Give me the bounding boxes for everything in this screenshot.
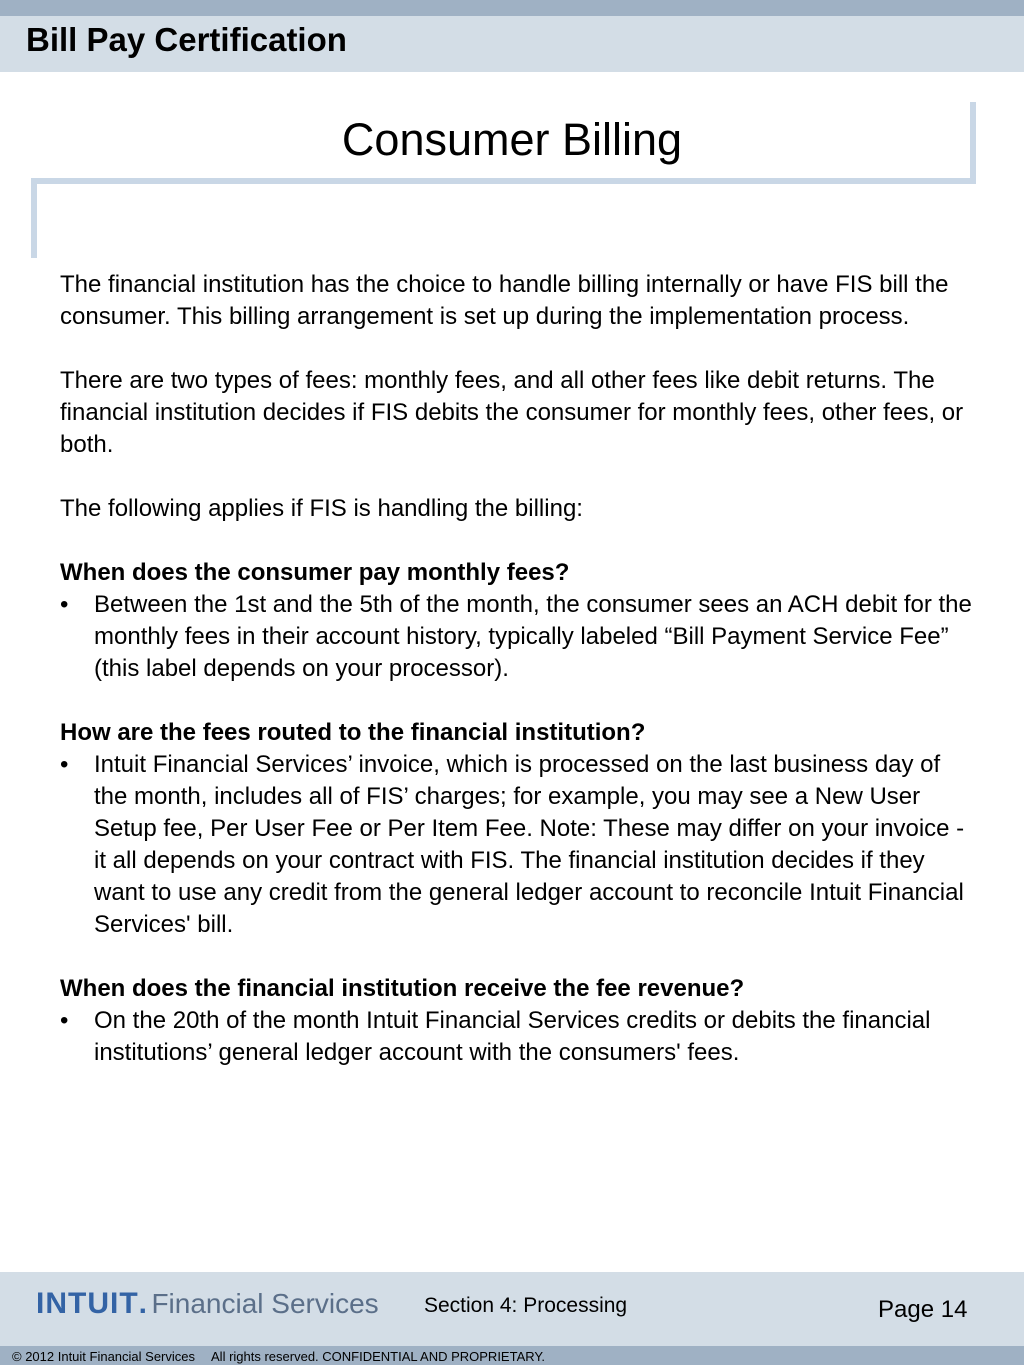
logo-brand-text: INTUIT xyxy=(36,1287,139,1320)
title-frame-left xyxy=(31,178,37,258)
top-stripe xyxy=(0,0,1024,16)
answer-bullet xyxy=(60,749,980,941)
rights-text: All rights reserved. CONFIDENTIAL AND PROPRIETARY. xyxy=(211,1349,546,1364)
section-label: Section 4: Processing xyxy=(424,1294,628,1317)
logo-dot: . xyxy=(138,1287,147,1320)
question-heading: When does the financial institution receive the fee revenue? xyxy=(60,975,745,1002)
question-heading: When does the consumer pay monthly fees? xyxy=(60,559,570,586)
intuit-logo xyxy=(36,1284,379,1329)
spacer xyxy=(60,333,980,365)
content-body xyxy=(60,269,980,1069)
applies-paragraph: The following applies if FIS is handling the billing: xyxy=(60,495,583,522)
spacer xyxy=(60,461,980,493)
bullet-icon: • xyxy=(60,751,69,778)
spacer xyxy=(60,685,980,717)
answer-text: Intuit Financial Services’ invoice, which is processed on the last business day of the month, includes all of FIS’ charges; for example, you may see a New User Setup fee, Per User Fee or Per Item Fee. Note: These may differ on your invoice - it all depends on your contract with FIS. The financial institution decides if they want to use any credit from the general ledger account to reconcile Intuit Financial Services' bill. xyxy=(94,751,965,938)
header-title: Bill Pay Certification xyxy=(26,21,347,58)
answer-bullet xyxy=(60,589,980,685)
copyright-text: © 2012 Intuit Financial Services xyxy=(12,1349,196,1364)
spacer xyxy=(60,525,980,557)
copyright-line xyxy=(12,1349,545,1365)
answer-text: On the 20th of the month Intuit Financial Services credits or debits the financial institutions’ general ledger account with the consumers' fees. xyxy=(94,1007,931,1066)
page-number: Page 14 xyxy=(878,1296,968,1323)
fee-types-paragraph: There are two types of fees: monthly fees, and all other fees like debit returns. The financial institution decides if FIS debits the consumer for monthly fees, other fees, or both. xyxy=(60,367,964,458)
question-heading: How are the fees routed to the financial institution? xyxy=(60,719,646,746)
intro-paragraph: The financial institution has the choice to handle billing internally or have FIS bill the consumer. This billing arrangement is set up during the implementation process. xyxy=(60,271,949,330)
spacer xyxy=(60,941,980,973)
slide-title: Consumer Billing xyxy=(341,114,683,165)
title-frame-bottom xyxy=(31,178,976,184)
answer-text: Between the 1st and the 5th of the month, the consumer sees an ACH debit for the monthly fees in their account history, typically labeled “Bill Payment Service Fee” (this label depends on your processor). xyxy=(94,591,972,682)
logo-subtitle: Financial Services xyxy=(151,1288,379,1319)
bullet-icon: • xyxy=(60,591,69,618)
answer-bullet xyxy=(60,1005,980,1069)
bullet-icon: • xyxy=(60,1007,69,1034)
